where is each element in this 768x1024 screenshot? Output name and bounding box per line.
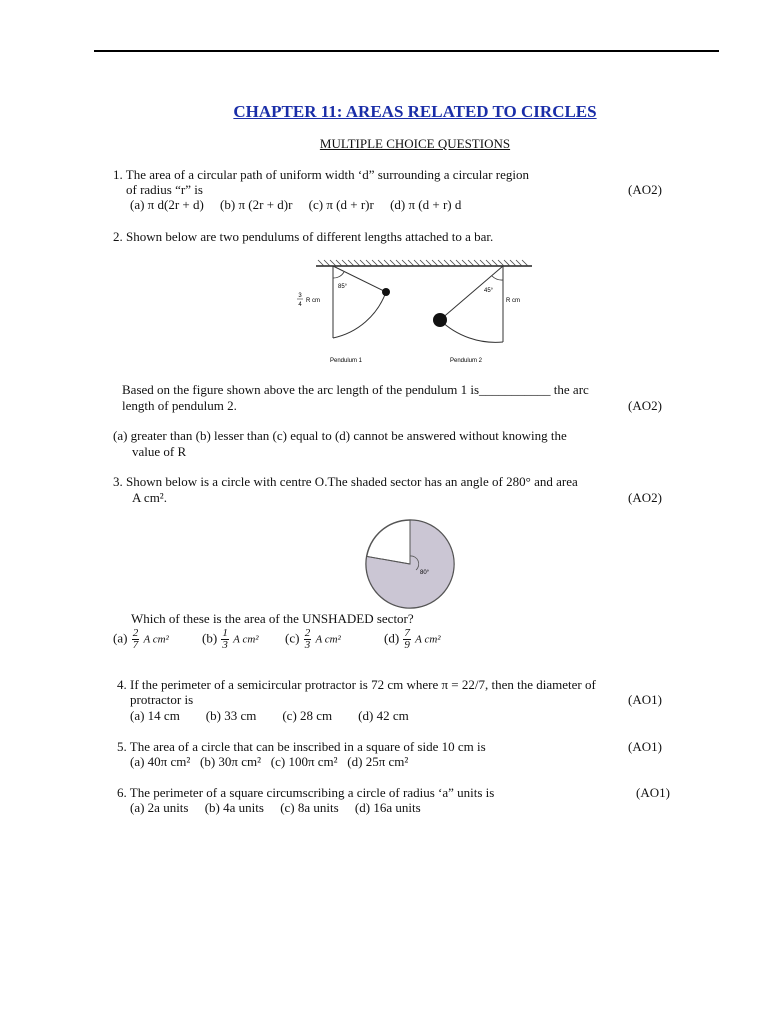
- angle-80-label: 80°: [420, 570, 430, 576]
- frac-num: 3: [298, 293, 302, 299]
- q3-option-a-unit: A cm²: [143, 633, 169, 646]
- pendulum-1-label: Pendulum 1: [330, 358, 363, 364]
- q4-options: (a) 14 cm (b) 33 cm (c) 28 cm (d) 42 cm: [130, 708, 409, 723]
- q4-line1: 4. If the perimeter of a semicircular protractor is 72 cm where π = 22/7, then the diameter of: [117, 677, 596, 692]
- q3-question: Which of these is the area of the UNSHADED sector?: [131, 611, 414, 626]
- frac-b-den: 3: [222, 639, 228, 651]
- q4-line2: protractor is: [130, 692, 194, 707]
- q3-option-b-letter: (b): [202, 630, 218, 646]
- chapter-title: CHAPTER 11: AREAS RELATED TO CIRCLES: [233, 102, 597, 121]
- q1-line2: of radius “r” is: [126, 182, 203, 197]
- q3-option-b-frac: [221, 628, 229, 651]
- q3-option-a-letter: (a): [113, 630, 128, 646]
- angle-85-label: 85°: [338, 284, 348, 290]
- frac-c-den: 3: [304, 639, 311, 651]
- q6-line1: 6. The perimeter of a square circumscribing a circle of radius ‘a” units is: [117, 785, 495, 800]
- q3-option-c-unit: A cm²: [315, 633, 341, 646]
- pendulum-2-label: Pendulum 2: [450, 358, 483, 364]
- frac-d-den: 9: [404, 639, 410, 651]
- q3-option-d-frac: [403, 628, 411, 651]
- q1-code: (AO2): [628, 182, 662, 197]
- q2-options2: value of R: [132, 444, 187, 459]
- q3-option-a-frac: [132, 628, 140, 651]
- section-subtitle: MULTIPLE CHOICE QUESTIONS: [319, 136, 511, 151]
- len2-label: R cm: [506, 298, 520, 304]
- q2-line1: 2. Shown below are two pendulums of different lengths attached to a bar.: [113, 229, 494, 244]
- q2-stem2: length of pendulum 2.: [122, 398, 237, 413]
- q3-option-c-letter: (c): [285, 630, 300, 646]
- top-rule: [94, 50, 719, 52]
- pendulum-1: [297, 266, 390, 364]
- q6-options: (a) 2a units (b) 4a units (c) 8a units (d) 16a units: [130, 800, 421, 815]
- frac-a-den: 7: [132, 639, 139, 651]
- q1-line1: 1. The area of a circular path of uniform width ‘d” surrounding a circular region: [113, 167, 529, 182]
- q3-option-d-unit: A cm²: [415, 633, 441, 646]
- q2-code: (AO2): [628, 398, 662, 413]
- q4-code: (AO1): [628, 692, 662, 707]
- frac-den: 4: [298, 302, 302, 308]
- pendulum-figure: [270, 252, 550, 372]
- q3-line2: A cm².: [132, 490, 167, 505]
- q3-option-b: [202, 628, 259, 651]
- q3-option-b-unit: A cm²: [233, 633, 259, 646]
- q5-options: (a) 40π cm² (b) 30π cm² (c) 100π cm² (d) 25π cm²: [130, 754, 409, 769]
- q1-options: (a) π d(2r + d) (b) π (2r + d)r (c) π (d + r)r (d) π (d + r) d: [130, 197, 462, 212]
- q3-option-a: [113, 628, 169, 651]
- circle-figure: [360, 518, 464, 612]
- q3-code: (AO2): [628, 490, 662, 505]
- q5-code: (AO1): [628, 739, 662, 754]
- q5-line1: 5. The area of a circle that can be inscribed in a square of side 10 cm is: [117, 739, 486, 754]
- frac-a-num: 2: [132, 627, 139, 639]
- angle-45-label: 45°: [484, 288, 494, 294]
- len1-label: R cm: [306, 298, 320, 304]
- q3-option-c-frac: [304, 628, 312, 651]
- q3-option-d: [384, 628, 441, 651]
- pendulum-2: [433, 266, 520, 364]
- frac-c-num: 2: [304, 627, 311, 639]
- q2-options1: (a) greater than (b) lesser than (c) equal to (d) cannot be answered without knowing the: [113, 428, 567, 443]
- q3-option-c: [285, 628, 341, 651]
- q2-stem1: Based on the figure shown above the arc length of the pendulum 1 is___________ the arc: [122, 382, 589, 397]
- q3-line1: 3. Shown below is a circle with centre O.The shaded sector has an angle of 280° and area: [113, 474, 578, 489]
- q6-code: (AO1): [636, 785, 670, 800]
- q3-option-d-letter: (d): [384, 630, 400, 646]
- frac-b-num: 1: [222, 627, 228, 639]
- frac-d-num: 7: [404, 627, 410, 639]
